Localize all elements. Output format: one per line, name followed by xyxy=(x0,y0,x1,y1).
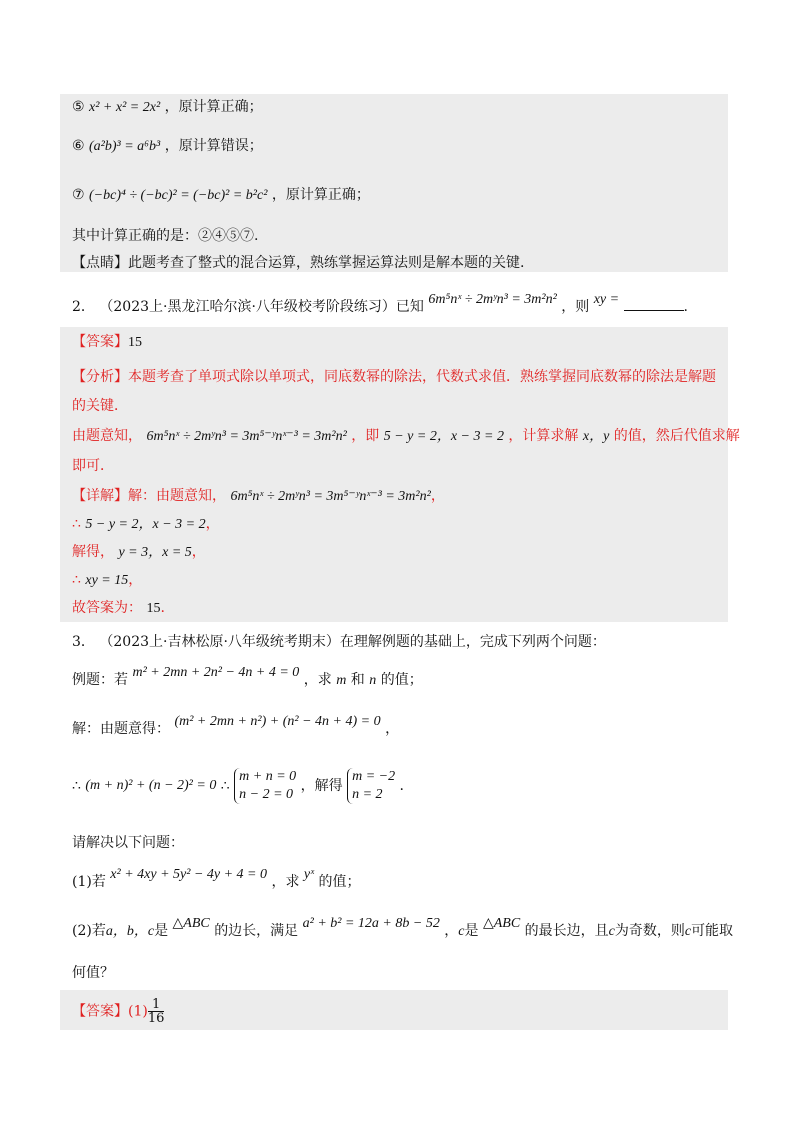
q3-solution xyxy=(72,714,400,740)
text: ， xyxy=(444,923,459,939)
denominator: 16 xyxy=(147,1011,165,1026)
q2-analysis-3 xyxy=(72,426,740,447)
answer-tag: 【答案】 xyxy=(72,1003,128,1020)
equation-system-1 xyxy=(234,768,296,804)
var-c: c xyxy=(684,924,692,939)
text: ， xyxy=(128,572,143,588)
answer-blank xyxy=(624,298,684,311)
dianjing-text: 此题考查了整式的混合运算，熟练掌握运算法则是解本题的关键. xyxy=(128,255,525,271)
math-expr: (m + n)² + (n − 2)² = 0 xyxy=(85,778,217,793)
comment: ，原计算错误； xyxy=(164,138,263,154)
math-expr: xy = 15 xyxy=(85,573,129,588)
q1-dianjing xyxy=(72,253,524,273)
math-expr: (m² + 2mn + n²) + (n² − 4n + 4) = 0 xyxy=(174,714,381,729)
text: 是 xyxy=(154,923,169,939)
var-m: m xyxy=(336,673,347,688)
q3-part-1 xyxy=(72,867,361,893)
q3-answer xyxy=(72,998,164,1025)
text: 和 xyxy=(350,672,365,688)
math-expr: 5 − y = 2，x − 3 = 2 xyxy=(383,429,504,444)
text: ，计算求解 xyxy=(508,428,579,444)
comment: ，原计算正确； xyxy=(164,99,263,115)
math-expr: a² + b² = 12a + 8b − 52 xyxy=(302,916,440,931)
detail-tag: 【详解】 xyxy=(72,488,128,504)
math-expr: x² + x² = 2x² xyxy=(89,100,161,115)
question-number: 3． xyxy=(72,634,95,650)
answer-value: 15 xyxy=(128,335,142,350)
q3-solve-following: 请解决以下问题： xyxy=(72,835,184,851)
text: 为奇数，则 xyxy=(614,923,685,939)
math-expr: 6m⁵nˣ ÷ 2mʸn³ = 3m²n² xyxy=(428,292,557,307)
analysis-tag: 【分析】 xyxy=(72,369,128,385)
system-row: m = −2 xyxy=(352,769,396,784)
text: 的值； xyxy=(380,672,423,688)
triangle-symbol: △ABC xyxy=(482,916,521,931)
comment: ，原计算正确； xyxy=(271,187,370,203)
mark-7: ⑦ xyxy=(72,187,85,203)
q1-line-6 xyxy=(72,136,263,157)
answer-tag: 【答案】 xyxy=(72,334,128,350)
q2-detail-5 xyxy=(72,598,165,619)
q2-answer xyxy=(72,332,142,353)
therefore-sign: ∴ xyxy=(72,572,81,588)
q1-line-5 xyxy=(72,97,263,118)
text: ，解得 xyxy=(300,778,343,794)
q2-detail-3 xyxy=(72,542,206,563)
math-expr: yˣ xyxy=(303,867,315,882)
therefore-sign: ∴ xyxy=(72,778,81,794)
math-expr: xy = xyxy=(593,292,620,307)
system-row: m + n = 0 xyxy=(239,769,297,784)
text: ，求 xyxy=(303,672,332,688)
q3-part-2 xyxy=(72,916,734,942)
var-c: c xyxy=(458,924,465,939)
text: 的最长边，且 xyxy=(524,923,609,939)
q1-conclusion: 其中计算正确的是：②④⑤⑦. xyxy=(72,228,259,244)
equation-system-2 xyxy=(347,768,395,804)
text: ，则 xyxy=(561,299,590,315)
system-row: n − 2 = 0 xyxy=(239,787,294,802)
math-expr: 6m⁵nˣ ÷ 2mʸn³ = 3m⁵⁻ʸnˣ⁻³ = 3m²n² xyxy=(146,429,347,444)
text: 解：由题意知， xyxy=(128,488,226,504)
math-vars: x，y xyxy=(582,429,610,444)
text: ， xyxy=(385,721,400,737)
q2-analysis-2: 的关键． xyxy=(72,398,128,414)
math-vars: a，b，c xyxy=(105,924,155,939)
text: 的边长，满足 xyxy=(214,923,299,939)
text: 的值，然后代值求解 xyxy=(613,428,740,444)
dianjing-tag: 【点睛】 xyxy=(72,255,128,271)
q3-part-2-cont: 何值？ xyxy=(72,965,114,981)
answer-fraction xyxy=(148,998,165,1025)
text: ， xyxy=(205,516,220,532)
numerator: 1 xyxy=(148,998,165,1012)
text: (2)若 xyxy=(72,923,106,939)
question-source: （2023上·吉林松原·八年级统考期末）在理解例题的基础上，完成下列两个问题： xyxy=(99,634,606,650)
therefore-sign: ∴ xyxy=(220,778,230,794)
var-c: c xyxy=(608,924,615,939)
analysis-text: 本题考查了单项式除以单项式，同底数幂的除法，代数式求值．熟练掌握同底数幂的除法是解题 xyxy=(128,369,716,385)
text: ，即 xyxy=(351,428,380,444)
var-n: n xyxy=(369,673,377,688)
triangle-symbol: △ABC xyxy=(172,916,210,931)
math-expr: 5 − y = 2，x − 3 = 2 xyxy=(85,517,206,532)
answer-value: 15 xyxy=(146,601,161,616)
math-expr: x² + 4xy + 5y² − 4y + 4 = 0 xyxy=(110,867,267,882)
q3-question xyxy=(72,632,606,652)
text: ， xyxy=(191,544,206,560)
q2-analysis-1 xyxy=(72,367,716,387)
q3-example xyxy=(72,665,423,691)
q2-detail-1 xyxy=(72,486,445,507)
text: 的值； xyxy=(318,874,361,890)
system-row: n = 2 xyxy=(352,787,383,802)
question-source: （2023上·黑龙江哈尔滨·八年级校考阶段练习）已知 xyxy=(99,299,424,315)
q2-detail-4 xyxy=(72,570,142,591)
q2-analysis-4: 即可． xyxy=(72,458,114,474)
text: 故答案为： xyxy=(72,600,142,616)
q1-line-7 xyxy=(72,185,370,206)
text: 可能取 xyxy=(691,923,734,939)
math-expr: (−bc)⁴ ÷ (−bc)² = (−bc)² = b²c² xyxy=(89,188,268,203)
text: ，求 xyxy=(271,874,300,890)
text: 是 xyxy=(464,923,479,939)
question-number: 2． xyxy=(72,299,95,315)
q3-deduction xyxy=(72,768,404,804)
math-expr: m² + 2mn + 2n² − 4n + 4 = 0 xyxy=(132,665,300,680)
text: . xyxy=(160,600,165,616)
mark-5: ⑤ xyxy=(72,99,85,115)
therefore-sign: ∴ xyxy=(72,516,81,532)
math-expr: (a²b)³ = a⁶b³ xyxy=(89,139,161,154)
math-expr: y = 3，x = 5 xyxy=(118,545,192,560)
text: 解得， xyxy=(72,544,114,560)
text: (1)若 xyxy=(72,874,106,890)
answer-part: (1) xyxy=(128,1003,148,1020)
text: 由题意知， xyxy=(72,428,142,444)
text: 解：由题意得： xyxy=(72,721,170,737)
text: 例题：若 xyxy=(72,672,128,688)
text: . xyxy=(683,299,688,315)
text: ， xyxy=(430,488,445,504)
text: . xyxy=(399,778,404,794)
mark-6: ⑥ xyxy=(72,138,85,154)
math-expr: 6m⁵nˣ ÷ 2mʸn³ = 3m⁵⁻ʸnˣ⁻³ = 3m²n² xyxy=(230,489,431,504)
q2-question xyxy=(72,292,688,318)
q2-detail-2 xyxy=(72,514,220,535)
